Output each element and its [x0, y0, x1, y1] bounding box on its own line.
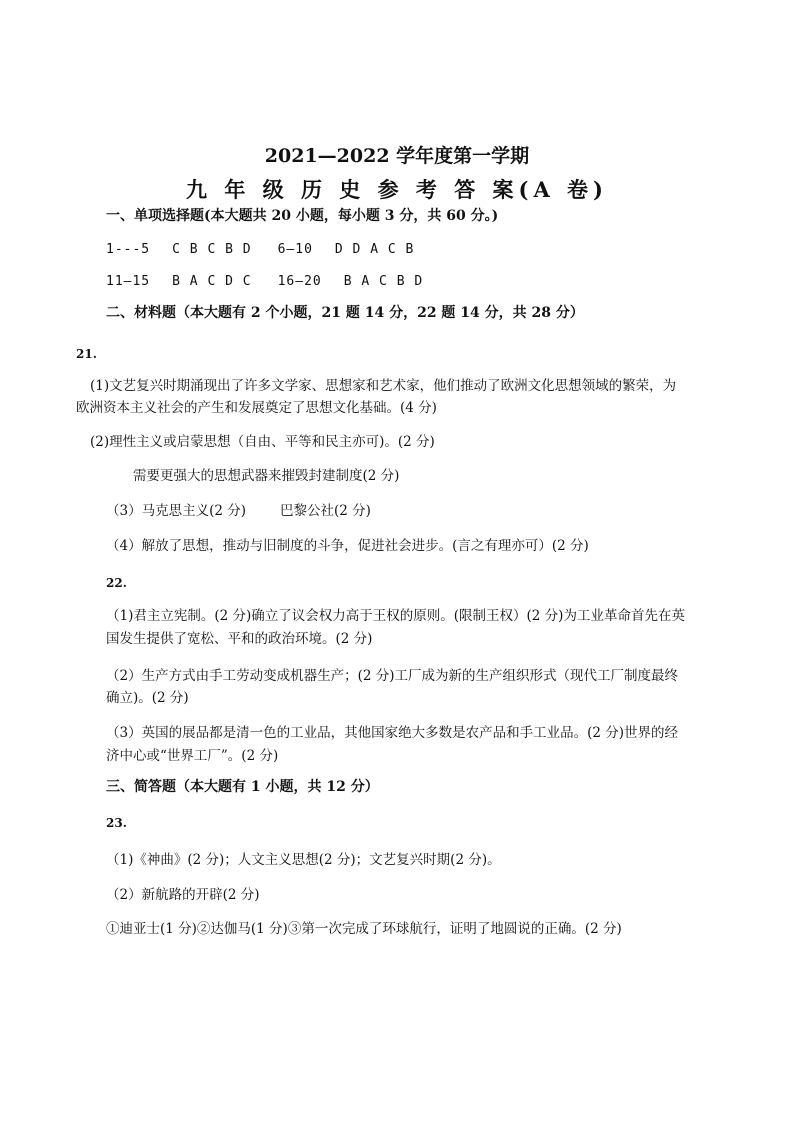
q21-answer-1-line1: (1)文艺复兴时期涌现出了许多文学家、思想家和艺术家，他们推动了欧洲文化思想领域的繁荣，为: [90, 378, 677, 394]
q22-answer-1-line2: 国发生提供了宽松、平和的政治环境。(2 分): [106, 631, 373, 647]
answer-range: 11—15: [106, 274, 151, 289]
section3-heading: 三、简答题（本大题有 1 小题，共 12 分）: [106, 779, 379, 795]
q21-answer-1-line2: 欧洲资本主义社会的产生和发展奠定了思想文化基础。(4 分): [76, 400, 437, 416]
answer-range: 16—20: [277, 274, 322, 289]
answer-row-2: [106, 274, 423, 290]
question-23-number: 23.: [106, 816, 127, 830]
q22-answer-2-line2: 确立)。(2 分): [106, 690, 189, 706]
section2-heading: 二、材料题（本大题有 2 个小题，21 题 14 分，22 题 14 分，共 28 分）: [106, 305, 584, 321]
q22-answer-1-line1: （1)君主立宪制。(2 分)确立了议会权力高于王权的原则。(限制王权）(2 分)为工业革命首先在英: [106, 608, 685, 624]
answer-range: 6—10: [277, 242, 313, 257]
answer-keys: D D A C B: [334, 242, 415, 257]
answer-keys: C B C B D: [172, 242, 252, 257]
q22-answer-3-line1: （3）英国的展品都是清一色的工业品，其他国家绝大多数是农产品和手工业品。(2 分)世界的经: [106, 725, 679, 741]
page-title: 2021—2022 学年度第一学期: [264, 145, 530, 167]
q21-answer-3b: 巴黎公社(2 分): [280, 503, 371, 519]
q22-answer-3-line2: 济中心或“世界工厂”。(2 分): [106, 748, 279, 764]
q23-answer-3: ①迪亚士(1 分)②达伽马(1 分)③第一次完成了环球航行，证明了地圆说的正确。(2 分): [106, 921, 622, 937]
answer-keys: B A C B D: [343, 274, 424, 289]
q23-answer-1: （1)《神曲》(2 分)；人文主义思想(2 分)；文艺复兴时期(2 分)。: [106, 852, 501, 868]
answer-keys: B A C D C: [172, 274, 252, 289]
q23-answer-2: （2）新航路的开辟(2 分): [106, 887, 260, 903]
section1-heading: 一、单项选择题(本大题共 20 小题，每小题 3 分，共 60 分。): [106, 208, 499, 224]
page-subtitle: 九 年 级 历 史 参 考 答 案(A 卷): [186, 177, 608, 202]
q21-answer-2b: 需要更强大的思想武器来摧毁封建制度(2 分): [133, 468, 400, 484]
answer-range: 1---5: [106, 242, 151, 257]
q21-answer-2: (2)理性主义或启蒙思想（自由、平等和民主亦可)。(2 分): [90, 434, 435, 450]
q21-answer-3a: （3）马克思主义(2 分): [106, 503, 247, 519]
answer-row-1: [106, 242, 414, 258]
q22-answer-2-line1: （2）生产方式由手工劳动变成机器生产；(2 分)工厂成为新的生产组织形式（现代工厂制度最终: [106, 668, 679, 684]
question-21-number: 21.: [76, 347, 97, 361]
question-22-number: 22.: [106, 576, 127, 590]
q21-answer-4: （4）解放了思想，推动与旧制度的斗争，促进社会进步。(言之有理亦可）(2 分): [106, 538, 589, 554]
